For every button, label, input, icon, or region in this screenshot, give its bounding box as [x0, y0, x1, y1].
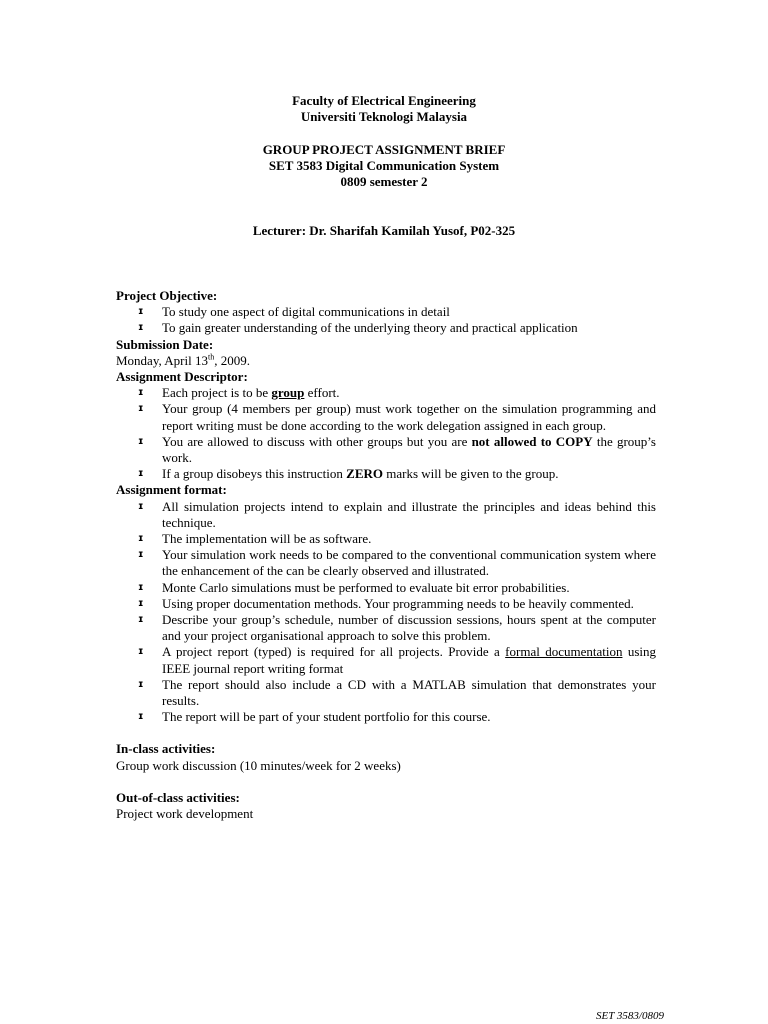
bullet-icon: ɪ: [138, 597, 144, 609]
page-footer: SET 3583/0809: [596, 1010, 664, 1022]
bullet-icon: ɪ: [138, 614, 144, 626]
bullet-icon: ɪ: [138, 533, 144, 545]
inclass-text: Group work discussion (10 minutes/week for 2 weeks): [116, 757, 401, 773]
list-item: ɪ Monte Carlo simulations must be performed to evaluate bit error probabilities.: [138, 579, 570, 595]
list-item: ɪ A project report (typed) is required for all projects. Provide a formal documentation using IEEE journal report writing format: [138, 644, 656, 676]
bullet-icon: ɪ: [138, 581, 144, 593]
format-list: [116, 499, 656, 726]
course-title: SET 3583 Digital Communication System: [268, 158, 500, 174]
outclass-heading: Out-of-class activities:: [116, 789, 240, 805]
bullet-icon: ɪ: [138, 646, 144, 658]
bullet-icon: ɪ: [138, 387, 144, 399]
list-item: ɪ To gain greater understanding of the underlying theory and practical application: [138, 320, 578, 336]
inclass-heading: In-class activities:: [116, 741, 216, 757]
list-item: ɪ Your group (4 members per group) must work together on the simulation programming and report writing must be done according to the work delegation assigned in each group.: [138, 401, 656, 433]
list-item: ɪ The report will be part of your student portfolio for this course.: [138, 709, 491, 725]
descriptor-heading: Assignment Descriptor:: [116, 369, 248, 385]
list-item: ɪ The implementation will be as software.: [138, 531, 372, 547]
bullet-icon: ɪ: [138, 711, 144, 723]
objective-heading: Project Objective:: [116, 288, 218, 303]
bullet-icon: ɪ: [138, 306, 144, 318]
bullet-icon: ɪ: [138, 322, 144, 334]
list-item: ɪ You are allowed to discuss with other groups but you are not allowed to COPY the group’s work.: [138, 433, 656, 466]
list-item: ɪ The report should also include a CD with a MATLAB simulation that demonstrates your results.: [138, 676, 656, 709]
document-body: [116, 288, 656, 822]
list-item: ɪ Each project is to be group effort.: [138, 385, 340, 401]
submission-heading: Submission Date:: [116, 336, 214, 352]
bullet-icon: ɪ: [138, 403, 144, 415]
list-item: ɪ Your simulation work needs to be compared to the conventional communication system where the enhancement of the can be clearly observed and illustrated.: [138, 547, 656, 579]
list-item: ɪ Using proper documentation methods. Your programming needs to be heavily commented.: [138, 595, 634, 611]
bullet-icon: ɪ: [138, 549, 144, 561]
list-item: ɪ If a group disobeys this instruction ZERO marks will be given to the group.: [138, 466, 559, 482]
faculty-name: Faculty of Electrical Engineering: [292, 93, 476, 108]
format-heading: Assignment format:: [116, 482, 227, 498]
descriptor-list: [116, 385, 656, 482]
list-item: ɪ To study one aspect of digital communications in detail: [138, 304, 450, 320]
list-item: ɪ All simulation projects intend to explain and illustrate the principles and ideas behind this technique.: [138, 498, 656, 530]
lecturer: Lecturer: Dr. Sharifah Kamilah Yusof, P02-325: [252, 223, 516, 238]
bullet-icon: ɪ: [138, 435, 144, 447]
bullet-icon: ɪ: [138, 500, 144, 512]
university-name: Universiti Teknologi Malaysia: [300, 109, 468, 125]
bullet-icon: ɪ: [138, 678, 144, 690]
submission-date: Monday, April 13th, 2009.: [116, 352, 250, 368]
semester: 0809 semester 2: [340, 174, 428, 190]
bullet-icon: ɪ: [138, 468, 144, 480]
objective-list: [116, 304, 656, 336]
list-item: ɪ Describe your group’s schedule, number of discussion sessions, hours spent at the computer and your project organisational approach to solve this problem.: [138, 612, 656, 644]
brief-title: GROUP PROJECT ASSIGNMENT BRIEF: [262, 142, 506, 157]
outclass-text: Project work development: [116, 806, 254, 822]
